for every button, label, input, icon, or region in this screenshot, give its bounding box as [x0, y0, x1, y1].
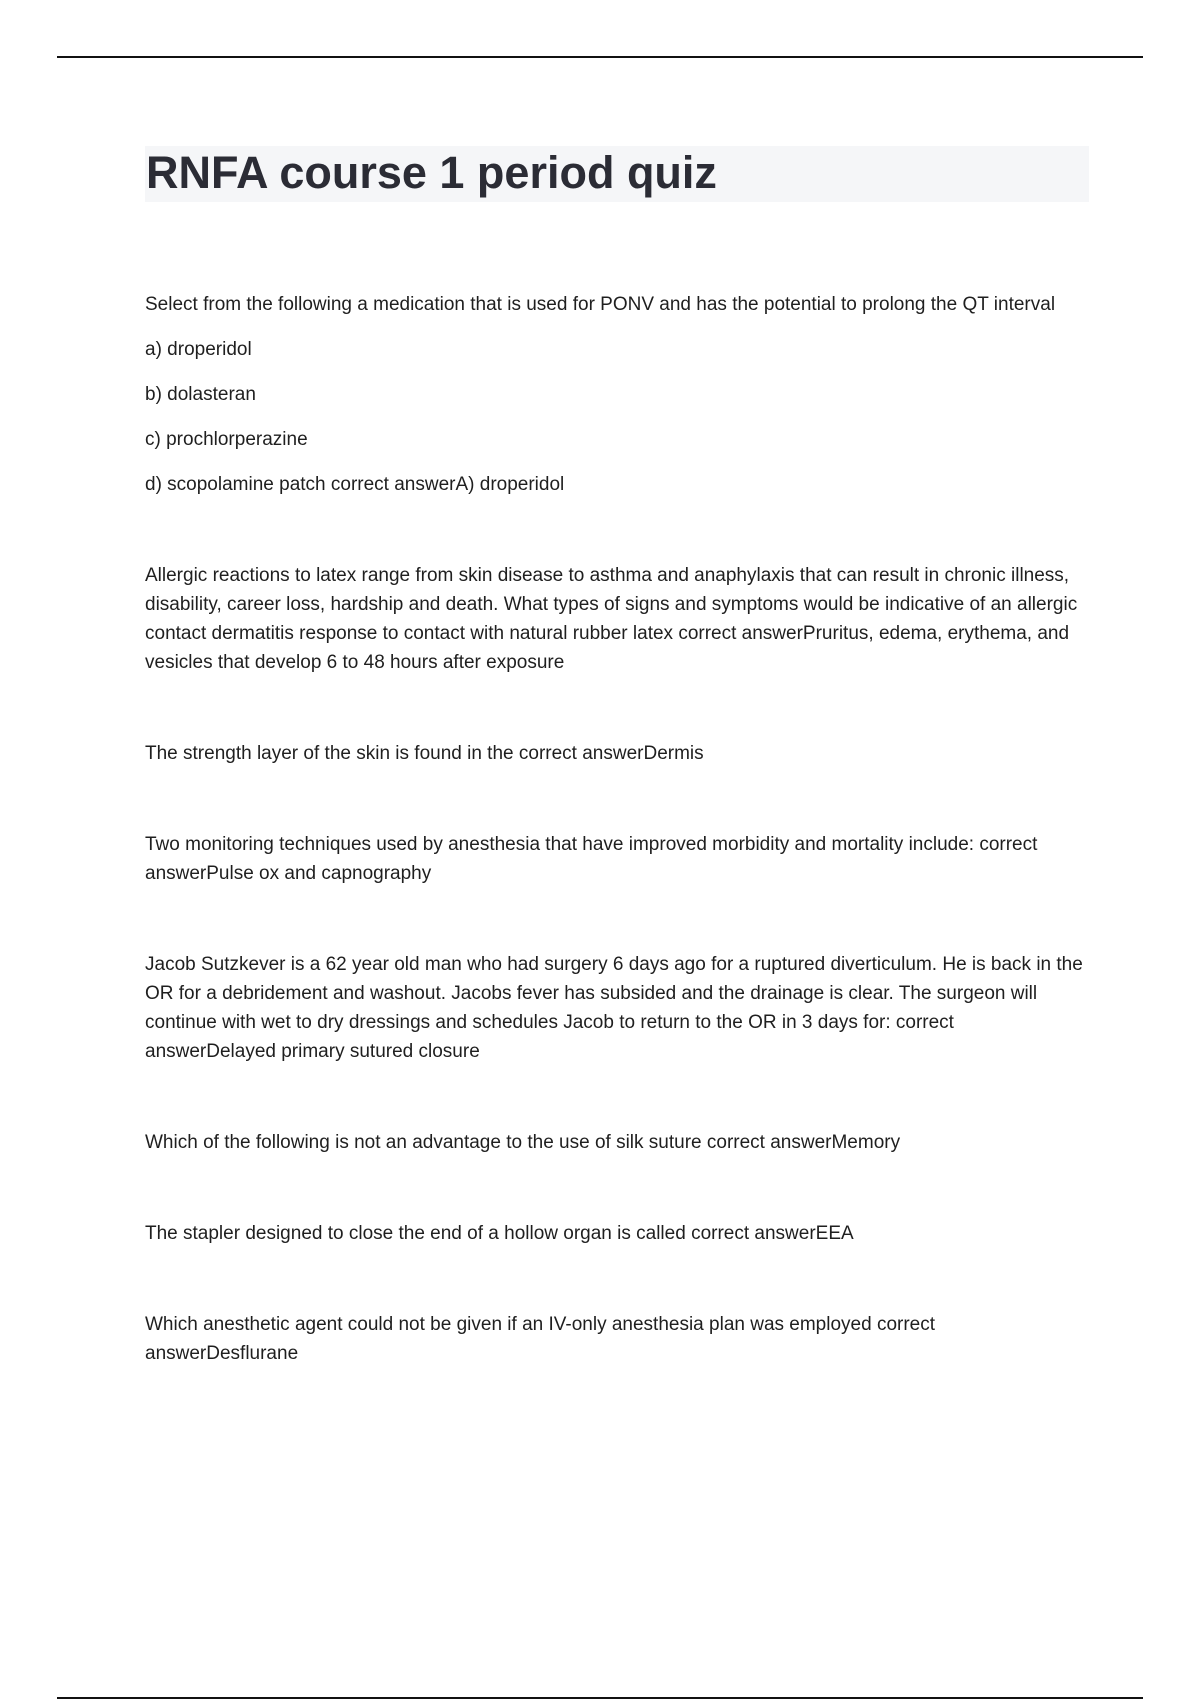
top-divider [57, 56, 1143, 58]
question-1-stem: Select from the following a medication that is used for PONV and has the potential to prolong the QT interval [145, 294, 1056, 315]
question-1-option-d: d) scopolamine patch correct answerA) droperidol [145, 474, 565, 495]
page-title: RNFA course 1 period quiz [146, 147, 717, 198]
question-7: The stapler designed to close the end of a hollow organ is called correct answerEEA [145, 1223, 854, 1244]
question-1 [145, 290, 1090, 499]
question-8: Which anesthetic agent could not be given if an IV-only anesthesia plan was employed correct answerDesflurane [145, 1314, 936, 1364]
question-4: Two monitoring techniques used by anesthesia that have improved morbidity and mortality include: correct answerPulse ox and capnography [145, 834, 1038, 884]
question-1-option-c: c) prochlorperazine [145, 429, 308, 450]
quiz-body [145, 290, 1090, 1368]
question-1-option-b: b) dolasteran [145, 384, 256, 405]
question-3: The strength layer of the skin is found in the correct answerDermis [145, 743, 704, 764]
question-1-option-a: a) droperidol [145, 339, 252, 360]
question-6: Which of the following is not an advantage to the use of silk suture correct answerMemory [145, 1132, 901, 1153]
bottom-divider [57, 1697, 1143, 1699]
question-5: Jacob Sutzkever is a 62 year old man who had surgery 6 days ago for a ruptured diverticulum. He is back in the OR for a debridement and washout. Jacobs fever has subsided and the drainage is clear. The surgeon will continue with wet to dry dressings and schedules Jacob to return to the OR in 3 days for: correct answerDelayed primary sutured closure [145, 954, 1083, 1062]
question-2: Allergic reactions to latex range from skin disease to asthma and anaphylaxis that can result in chronic illness, disability, career loss, hardship and death. What types of signs and symptoms would be indicative of an allergic contact dermatitis response to contact with natural rubber latex correct answerPruritus, edema, erythema, and vesicles that develop 6 to 48 hours after exposure [145, 565, 1078, 673]
